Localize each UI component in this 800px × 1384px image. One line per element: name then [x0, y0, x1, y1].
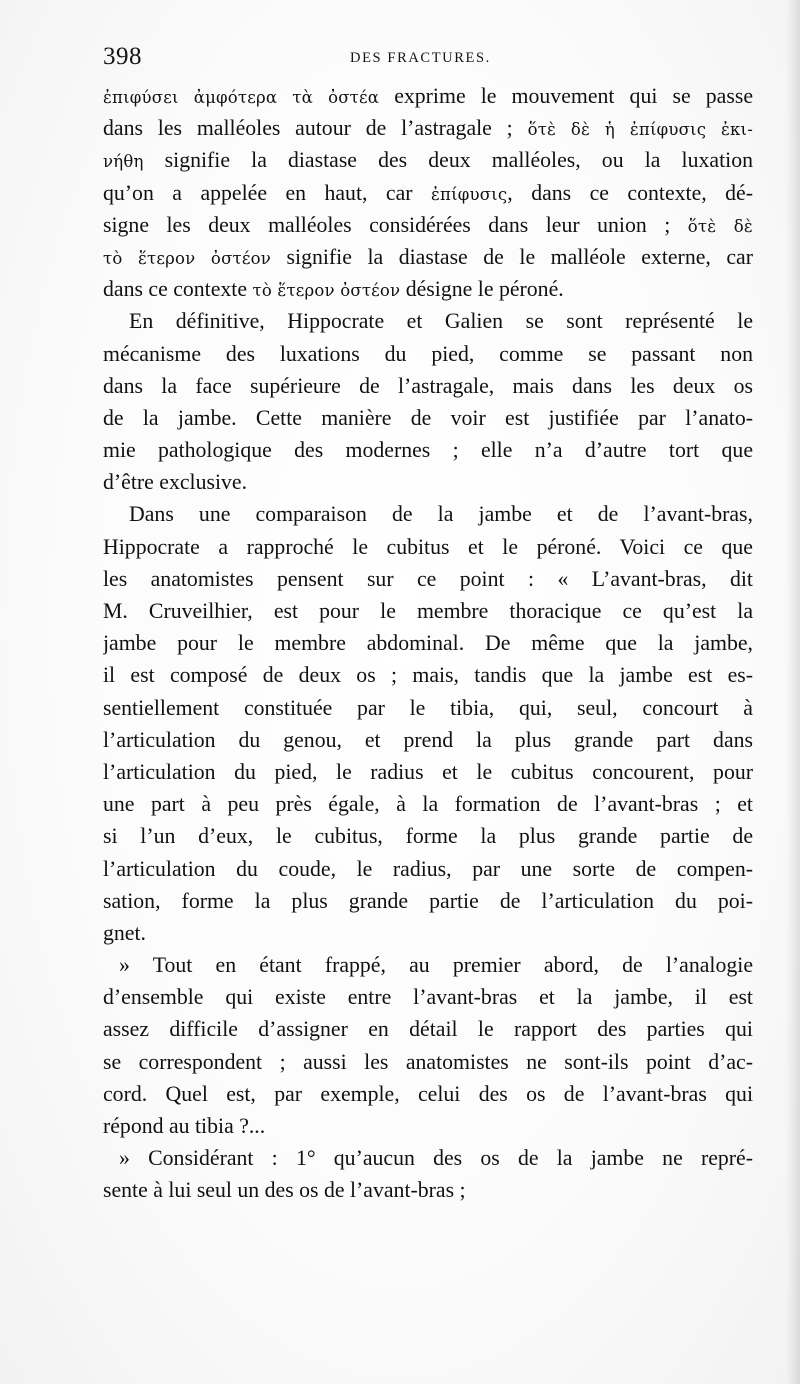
- text-line: [103, 144, 753, 176]
- text-segment: mécanisme des luxations du pied, comme se passant non: [103, 341, 753, 366]
- text-line: [103, 466, 753, 498]
- text-segment: répond au tibia ?...: [103, 1114, 266, 1138]
- page-number: 398: [103, 43, 142, 70]
- text-segment: assez difficile d’assigner en détail le rapport des parties qui: [103, 1017, 753, 1042]
- text-segment: sentiellement constituée par le tibia, qui, seul, concourt à: [103, 695, 753, 720]
- text-segment: d’ensemble qui existe entre l’avant-bras et la jambe, il est: [103, 985, 753, 1010]
- text-segment: signe les deux malléoles considérées dans leur union ;: [103, 212, 688, 237]
- text-segment: , dans ce contexte, dé-: [507, 180, 753, 205]
- text-segment: cord. Quel est, par exemple, celui des os de l’avant-bras qui: [103, 1081, 753, 1106]
- text-segment: désigne le péroné.: [400, 277, 564, 302]
- text-segment: signifie la diastase des deux malléoles, ou la luxation: [143, 148, 753, 173]
- text-line: [103, 112, 753, 144]
- text-segment: dans les malléoles autour de l’astragale ;: [103, 116, 528, 141]
- text-segment: il est composé de deux os ; mais, tandis que la jambe est es-: [103, 663, 753, 688]
- text-segment: si l’un d’eux, le cubitus, forme la plus grande partie de: [103, 824, 753, 849]
- text-line: [103, 402, 753, 434]
- text-line: [103, 756, 753, 788]
- text-segment: dans la face supérieure de l’astragale, mais dans les deux os: [103, 373, 753, 398]
- text-line: [103, 241, 753, 273]
- text-line: [103, 273, 753, 305]
- text-segment: l’articulation du genou, et prend la plus grande part dans: [103, 727, 753, 752]
- text-line: [103, 1110, 753, 1142]
- text-line: [103, 820, 753, 852]
- text-line: [103, 434, 753, 466]
- greek-phrase: ἐπιφύσει ἀμφότερα τὰ ὀστέα: [103, 88, 380, 107]
- page-edge-shadow: [786, 0, 800, 1384]
- greek-phrase: ἐπίφυσις: [430, 184, 508, 204]
- text-line: [103, 209, 753, 241]
- text-line: [103, 853, 753, 885]
- text-segment: jambe pour le membre abdominal. De même que la jambe,: [103, 631, 753, 656]
- text-segment: l’articulation du pied, le radius et le cubitus concourent, pour: [103, 759, 753, 784]
- text-line: [103, 627, 753, 659]
- text-line: [103, 1174, 753, 1206]
- text-line: [103, 80, 753, 112]
- text-line: [103, 595, 753, 627]
- text-segment: une part à peu près égale, à la formation de l’avant-bras ; et: [103, 792, 753, 817]
- text-line: [103, 498, 753, 530]
- text-segment: gnet.: [103, 920, 146, 945]
- body-text: [103, 80, 753, 1207]
- text-segment: dans ce contexte: [103, 277, 253, 302]
- text-line: [103, 563, 753, 595]
- greek-phrase: τὸ ἕτερον ὀστέον: [103, 248, 271, 268]
- text-segment: Hippocrate a rapproché le cubitus et le péroné. Voici ce que: [103, 534, 753, 559]
- text-segment: de la jambe. Cette manière de voir est justifiée par l’anato-: [103, 405, 753, 430]
- text-line: [103, 531, 753, 563]
- text-line: [103, 659, 753, 691]
- text-segment: qu’on a appelée en haut, car: [103, 180, 431, 205]
- text-line: [103, 1078, 753, 1110]
- text-segment: signifie la diastase de le malléole externe, car: [270, 244, 753, 269]
- text-segment: » Tout en étant frappé, au premier abord, de l’analogie: [119, 953, 753, 978]
- greek-phrase: ὅτὲ δὲ: [687, 216, 753, 236]
- text-segment: mie pathologique des modernes ; elle n’a d’autre tort que: [103, 438, 753, 463]
- text-line: [103, 370, 753, 402]
- text-line: [103, 177, 753, 209]
- text-line: [103, 338, 753, 370]
- text-line: [103, 1142, 753, 1174]
- text-line: [103, 1013, 753, 1045]
- greek-phrase: ὅτὲ δὲ ἡ ἐπίφυσις ἐκι-: [527, 120, 753, 140]
- running-head: [103, 40, 753, 74]
- running-title: DES FRACTURES.: [350, 50, 491, 66]
- text-segment: sation, forme la plus grande partie de l’articulation du poi-: [103, 888, 753, 913]
- text-segment: En définitive, Hippocrate et Galien se sont représenté le: [129, 309, 753, 334]
- text-line: [103, 1046, 753, 1078]
- text-segment: » Considérant : 1° qu’aucun des os de la jambe ne repré-: [119, 1146, 753, 1171]
- text-line: [103, 788, 753, 820]
- text-line: [103, 949, 753, 981]
- text-line: [103, 724, 753, 756]
- text-segment: M. Cruveilhier, est pour le membre thoracique ce qu’est la: [103, 599, 753, 623]
- greek-phrase: νήθη: [103, 152, 144, 172]
- greek-phrase: τὸ ἕτερον ὀστέον: [252, 281, 401, 301]
- text-segment: sente à lui seul un des os de l’avant-bras ;: [103, 1178, 466, 1203]
- text-segment: l’articulation du coude, le radius, par une sorte de compen-: [103, 856, 753, 881]
- text-line: [103, 917, 753, 949]
- text-line: [103, 885, 753, 917]
- text-segment: Dans une comparaison de la jambe et de l’avant-bras,: [129, 502, 753, 527]
- text-line: [103, 305, 753, 337]
- text-line: [103, 981, 753, 1013]
- text-segment: exprime le mouvement qui se passe: [379, 84, 753, 108]
- text-segment: les anatomistes pensent sur ce point : « L’avant-bras, dit: [103, 566, 753, 591]
- text-segment: d’être exclusive.: [103, 470, 248, 495]
- text-segment: se correspondent ; aussi les anatomistes ne sont-ils point d’ac-: [103, 1049, 753, 1074]
- text-line: [103, 692, 753, 724]
